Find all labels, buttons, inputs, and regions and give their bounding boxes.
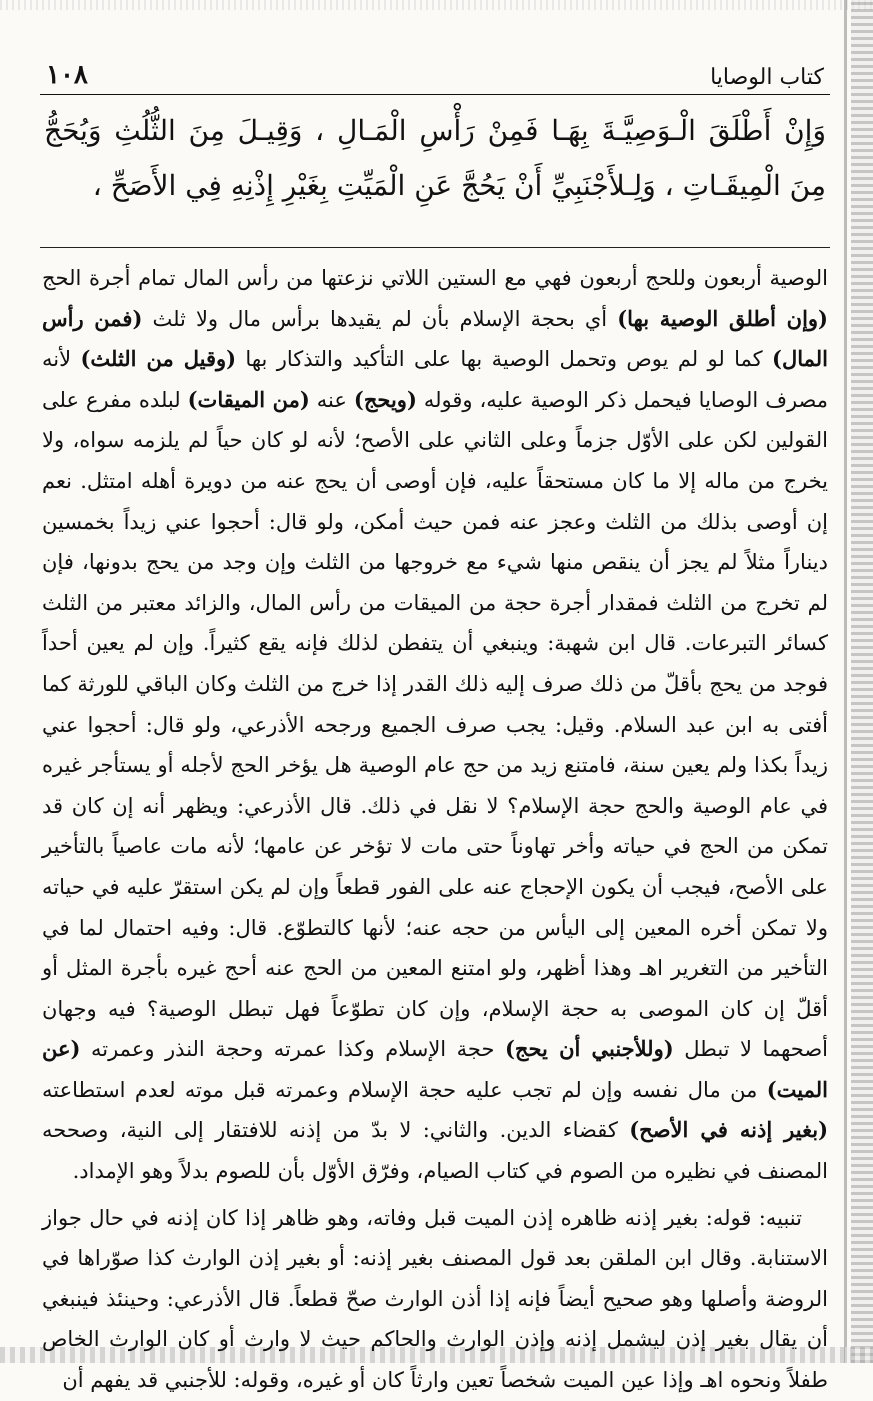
page-content (40, 52, 830, 1401)
book-title: كتاب الوصايا (710, 65, 824, 90)
matn-text: وَإِنْ أَطْلَقَ الْـوَصِيَّـةَ بِهَـا فَمِنْ رَأْسِ الْمَـالِ ، وَقِيـلَ مِنَ الثُّلُثِ وَيُحَجُّ مِنَ الْمِيقَـاتِ ، وَلِـلأَجْنَبِيِّ أَنْ يَحُجَّ عَنِ الْمَيِّتِ بِغَيْرِ إِذْنِهِ فِي الأَصَحِّ ، (44, 114, 826, 202)
commentary-segment: لأنه مصرف الوصايا فيحمل ذكر الوصية عليه، وقوله (42, 347, 829, 412)
quoted-matn: (فمن رأس المال) (42, 305, 828, 372)
separator-line (40, 247, 830, 248)
commentary-text (40, 258, 830, 1192)
commentary-segment: كقضاء الدين. والثاني: لا بدّ من إذنه للافتقار إلى النية، وصححه المصنف في نظيره من الصوم في كتاب الصيام، وفرّق الأوّل بأن للصوم بدلاً وهو الإمداد. (42, 1118, 828, 1184)
right-ornament-border (851, 0, 873, 1363)
quoted-matn: (وللأجنبي أن يحج) (505, 1036, 674, 1062)
quoted-matn: (بغير إذنه في الأصح) (629, 1117, 829, 1143)
commentary-segment: حجة الإسلام وكذا عمرته وحجة النذر وعمرته (80, 1037, 505, 1062)
running-header (40, 52, 830, 95)
commentary-segment: لبلده مفرع على القولين لكن على الأوّل جزماً وعلى الثاني على الأصح؛ لأنه لو كان حياً لم يلزمه سواه، ولا يخرج من ماله إلا ما كان مستحقاً عليه، فإن أوصى أن يحج عنه من دويرة أهله امتثل. نعم إن أوصى بذلك من الثلث وعجز عنه فمن حيث أمكن، ولو قال: أحجوا عني زيداً بخمسين ديناراً مثلاً لم يجز أن ينقص منها شيء مع خروجها من الثلث وإن وجد من يحج بدونها، فإن لم تخرج من الثلث فمقدار أجرة حجة من الميقات من رأس المال، والزائد معتبر من الثلث كسائر التبرعات. قال ابن شهبة: وينبغي أن يتفطن لذلك فإنه يقع كثيراً. وإن لم يعين أحداً فوجد من يحج بأقلّ من ذلك صرف إليه ذلك القدر إذا خرج من الثلث وكان الباقي للورثة كما أفتى به ابن عبد السلام. وقيل: يجب صرف الجميع ورجحه الأذرعي، ولو قال: أحجوا عني زيداً بكذا ولم يعين سنة، فامتنع زيد من حج عام الوصية هل يؤخر الحج لأجله أو يستأجر غيره في عام الوصية والحج حجة الإسلام؟ لا نقل في ذلك. قال الأذرعي: ويظهر أنه إن كان قد تمكن من الحج في حياته وأخر تهاوناً حتى مات لا تؤخر عن عامها؛ لأنه مات عاصياً بالتأخير على الأصح، فيجب أن يكون الإحجاج عنه على الفور قطعاً وإن لم يكن استقرّ عليه في حياته ولا تمكن أخره المعين إلى اليأس من حجه عنه؛ لأنها كالتطوّع. قال: وفيه احتمال لما في التأخير من التغرير اهـ وهذا أظهر، ولو امتنع المعين من الحج عنه أحج غيره بأجرة المثل أو أقلّ إن كان الموصى به حجة الإسلام، وإن كان تطوّعاً فهل تبطل الوصية؟ فيه وجهان أصحهما لا تبطل (42, 387, 828, 1062)
quoted-matn: (وقيل من الثلث) (80, 346, 237, 372)
commentary-segment: كما لو لم يوص وتحمل الوصية بها على التأكيد والتذكار بها (236, 347, 773, 372)
commentary-segment: أي بحجة الإسلام بأن لم يقيدها برأس مال ولا ثلث (142, 306, 618, 331)
quoted-matn: (من الميقات) (187, 386, 310, 412)
top-ornament (0, 0, 873, 10)
page-number: ١٠٨ (46, 60, 88, 90)
commentary-segment: من مال نفسه وإن لم تجب عليه حجة الإسلام وعمرته قبل موته لعدم استطاعته (42, 1077, 767, 1102)
commentary-segment: الوصية أربعون وللحج أربعون فهي مع الستين اللاتي نزعتها من رأس المال تمام أجرة الحج (42, 266, 828, 290)
quoted-matn: (عن الميت) (42, 1036, 828, 1102)
quoted-matn: (وإن أطلق الوصية بها) (617, 305, 828, 331)
commentary-segment: عنه (309, 387, 354, 412)
right-border-line (844, 0, 847, 1363)
quoted-matn: (ويحج) (353, 386, 417, 412)
note-paragraph: تنبيه: قوله: بغير إذنه ظاهره إذن الميت قبل وفاته، وهو ظاهر إذا كان إذنه في حال جواز الاستنابة. وقال ابن الملقن بعد قول المصنف بغير إذنه: أو بغير إذن الوارث كذا صوّراها في الروضة وأصلها وهو صحيح أيضاً فإنه إذا أذن الوارث صحّ قطعاً. قال الأذرعي: وحينئذ فينبغي أن يقال بغير إذن ليشمل إذنه وإذن الوارث والحاكم حيث لا وارث أو كان الوارث الخاص طفلاً ونحوه اهـ وإذا عين الميت شخصاً تعين وارثاً كان أو غيره، وقوله: للأجنبي قد يفهم أن (42, 1205, 828, 1393)
